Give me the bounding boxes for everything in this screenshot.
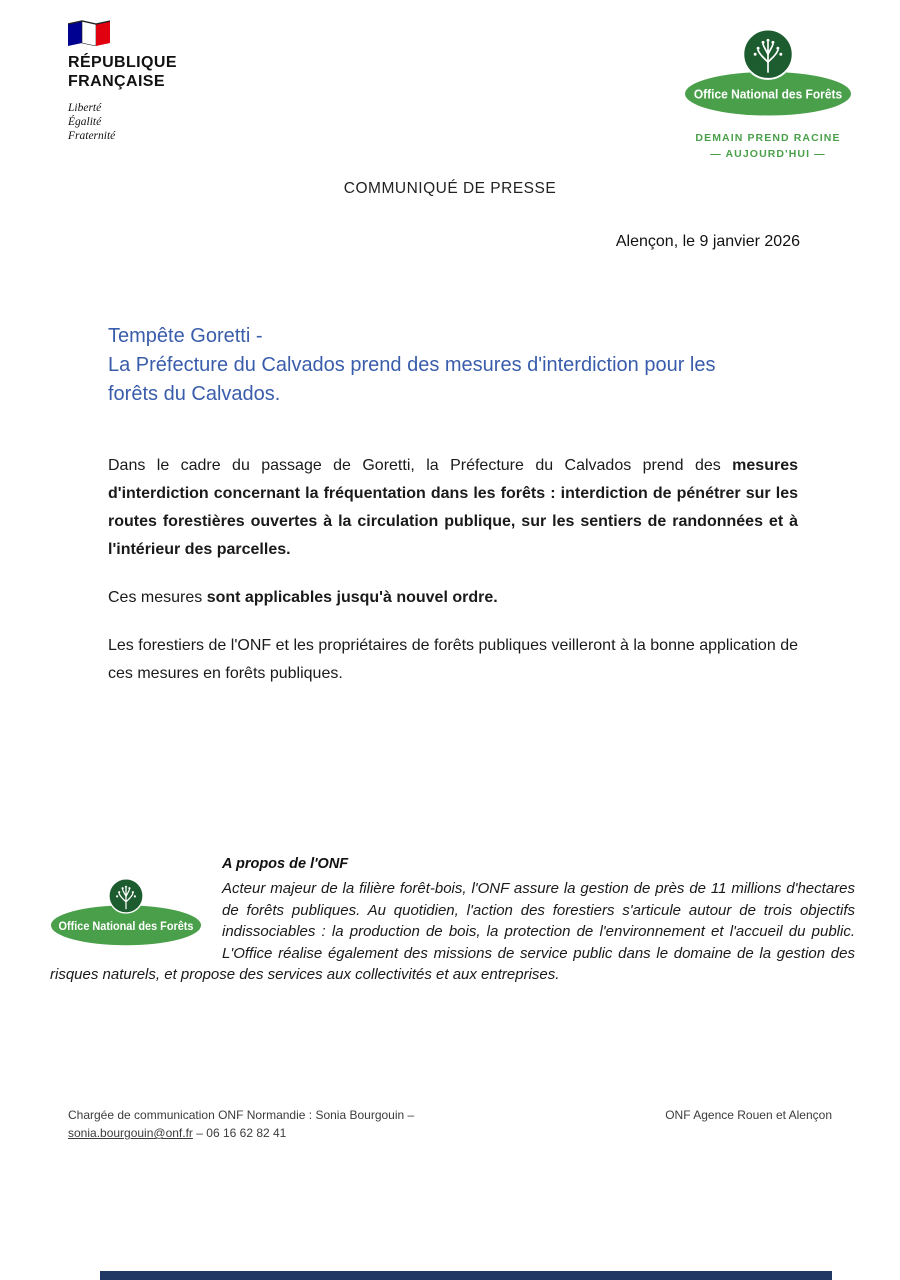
bottom-border-bar [100, 1271, 832, 1280]
about-text: Acteur majeur de la filière forêt-bois, l'ONF assure la gestion de près de 11 millions d'hectares de forêts publiques. Au quotidien, l'action des forestiers s'articule autour de trois objectifs indissociables : la production de bois, la protection de l'environnement et l'accueil du public. L'Office réalise également des missions de service public dans le domaine de la gestion des risques naturels, et propose des services aux collectivités et aux entreprises. [50, 880, 855, 983]
onf-logo-text: Office National des Forêts [693, 86, 843, 102]
paragraph-3: Les forestiers de l'ONF et les propriétaires de forêts publiques veilleront à la bonne application de ces mesures en forêts publiques. [108, 637, 798, 682]
header [0, 0, 900, 162]
paragraph-2 [108, 584, 798, 612]
about-section [50, 854, 855, 986]
motto-egalite: Égalité [68, 116, 102, 128]
onf-logo-small-graphic [50, 876, 202, 948]
onf-logo [684, 26, 852, 162]
paragraph-2-text: Ces mesures [108, 589, 207, 606]
contact-line-2 [68, 1124, 414, 1142]
title-line-1: Tempête Goretti - [108, 325, 263, 347]
paragraph-1-bold-text: mesures d'interdiction concernant la fréquentation dans les forêts : interdiction de pénétrer sur les routes forestières ouvertes à la circulation publique, sur les sentiers de randonnées et à l'intérieur des parcelles. [108, 457, 798, 558]
onf-logo-graphic [684, 26, 852, 118]
motto-liberte: Liberté [68, 102, 102, 114]
onf-tagline-line2: — AUJOURD'HUI — [710, 148, 826, 160]
rf-motto [68, 101, 177, 143]
title-line-2: La Préfecture du Calvados prend des mesures d'interdiction pour les [108, 354, 716, 376]
agency-name: ONF Agence Rouen et Alençon [665, 1108, 832, 1122]
onf-logo-small [50, 854, 222, 962]
paragraph-2-bold-text: sont applicables jusqu'à nouvel ordre. [206, 589, 498, 606]
paragraph-1-text: Dans le cadre du passage de Goretti, la Préfecture du Calvados prend des [108, 457, 733, 474]
about-heading: A propos de l'ONF [222, 856, 349, 872]
onf-logo-text: Office National des Forêts [58, 919, 194, 934]
motto-fraternite: Fraternité [68, 130, 116, 142]
rf-wordmark [68, 53, 177, 91]
rf-line1: RÉPUBLIQUE [68, 54, 177, 71]
dateline: Alençon, le 9 janvier 2026 [615, 233, 800, 250]
phone-text: – 06 16 62 82 41 [192, 1126, 287, 1140]
rf-line2: FRANÇAISE [68, 73, 165, 90]
paragraph-1 [108, 452, 798, 564]
contact-info [68, 1106, 414, 1142]
french-flag-icon [68, 20, 110, 46]
contact-line-1: Chargée de communication ONF Normandie : Sonia Bourgouin – [68, 1108, 415, 1122]
press-release-body [108, 452, 798, 708]
press-release-title [108, 322, 840, 409]
page-footer [68, 1106, 832, 1142]
title-line-3: forêts du Calvados. [108, 383, 281, 405]
onf-tagline [684, 130, 852, 162]
onf-tagline-line1: DEMAIN PREND RACINE [695, 132, 841, 144]
republique-francaise-logo [68, 20, 177, 143]
document-type-heading: COMMUNIQUÉ DE PRESSE [343, 180, 557, 197]
email-link[interactable]: sonia.bourgouin@onf.fr [68, 1126, 193, 1140]
